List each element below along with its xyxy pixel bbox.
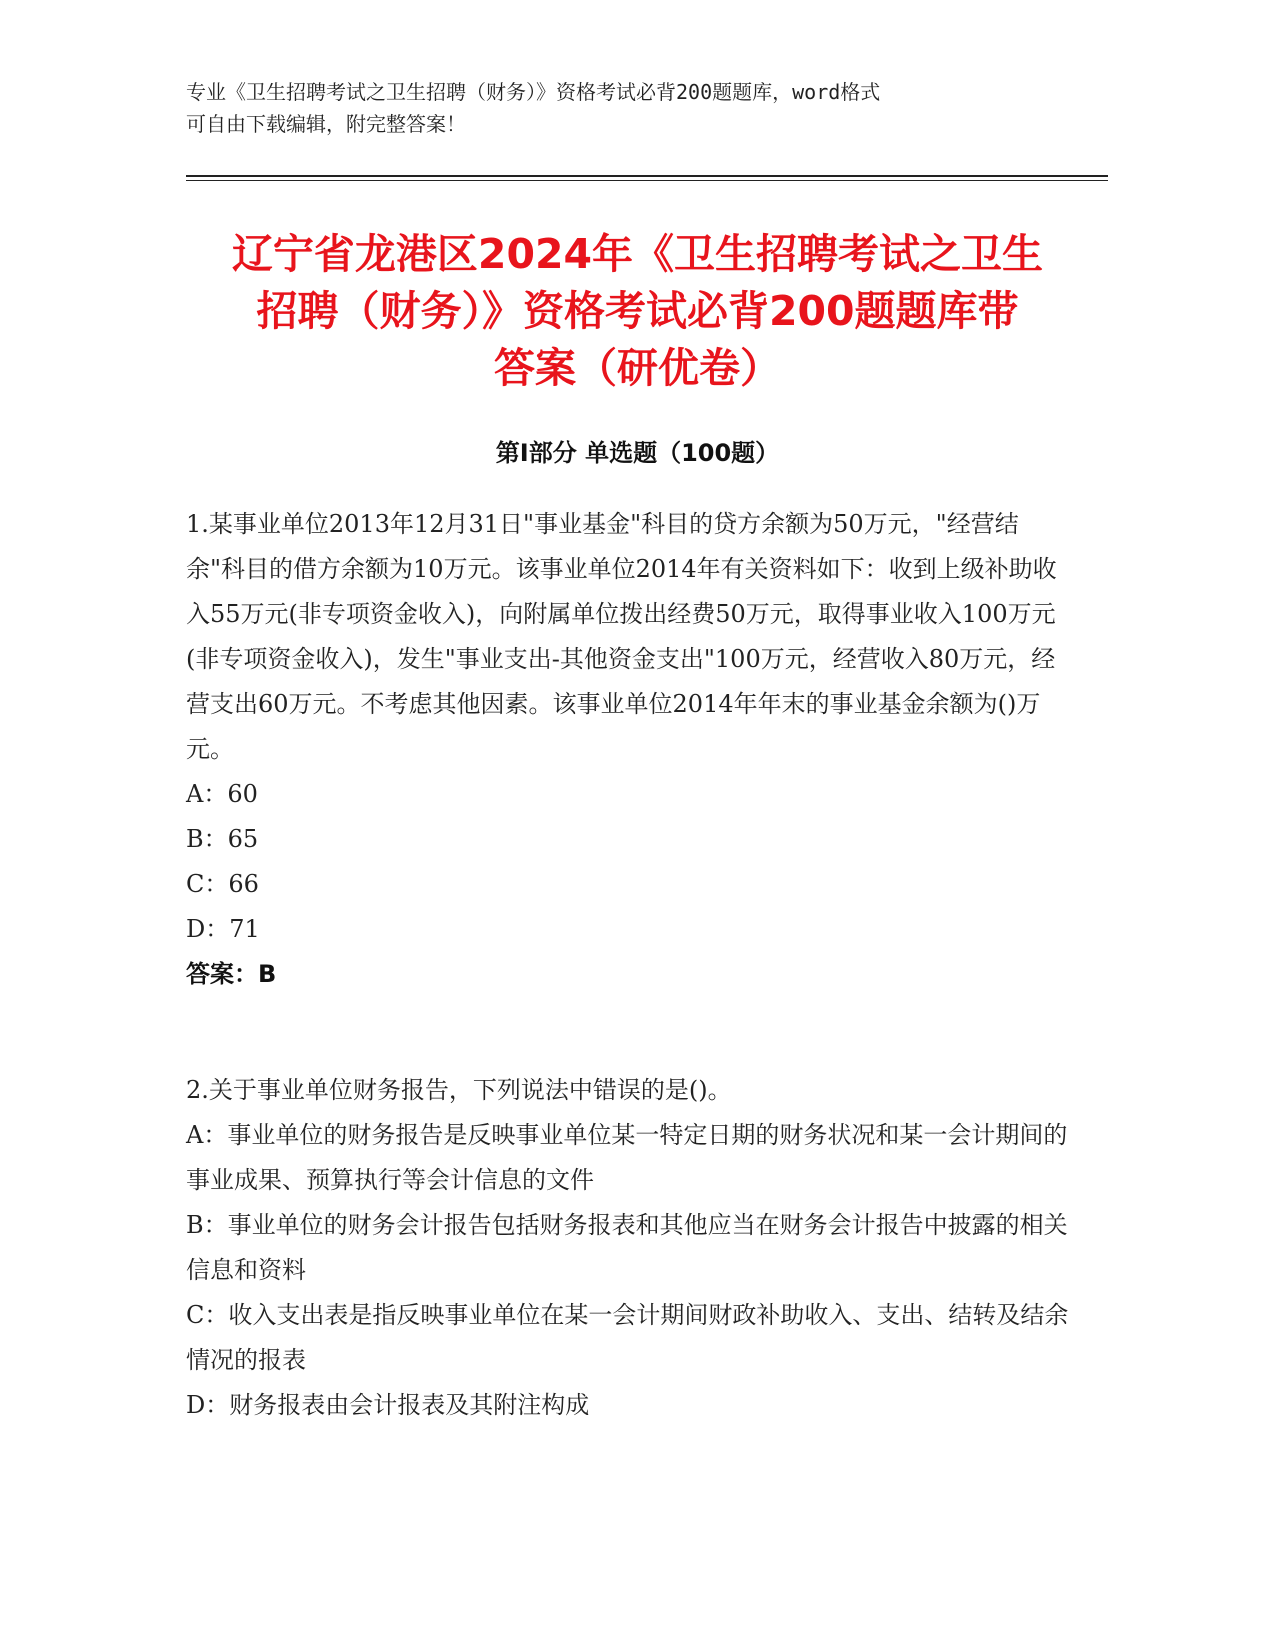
document-title-line-1: 辽宁省龙港区2024年《卫生招聘考试之卫生: [231, 230, 1044, 278]
question-2-option-d: D：财务报表由会计报表及其附注构成: [186, 1391, 590, 1419]
section-title: 第Ⅰ部分 单选题（100题）: [495, 439, 780, 467]
question-2-option-c: C：收入支出表是指反映事业单位在某一会计期间财政补助收入、支出、结转及结余情况的报表: [186, 1301, 1069, 1374]
header-divider-thin: [186, 180, 1108, 181]
question-1-answer: 答案：B: [186, 960, 277, 988]
header-note-line-1: 专业《卫生招聘考试之卫生招聘（财务）》资格考试必背200题题库，word格式: [186, 80, 881, 104]
question-2-stem: 2.关于事业单位财务报告，下列说法中错误的是()。: [186, 1076, 732, 1104]
question-1-stem: 1.某事业单位2013年12月31日"事业基金"科目的贷方余额为50万元，"经营结余"科目的借方余额为10万元。该事业单位2014年有关资料如下：收到上级补助收入55万元(非专项资金收入)，向附属单位拨出经费50万元，取得事业收入100万元(非专项资金收入)，发生"事业支出-其他资金支出"100万元，经营收入80万元，经营支出60万元。不考虑其他因素。该事业单位2014年年末的事业基金余额为()万元。: [186, 510, 1057, 763]
question-1-option-c: C：66: [186, 870, 259, 898]
question-2-option-a: A：事业单位的财务报告是反映事业单位某一特定日期的财务状况和某一会计期间的事业成果、预算执行等会计信息的文件: [186, 1121, 1068, 1194]
question-1-option-a: A：60: [186, 780, 258, 808]
header-divider-thick: [186, 175, 1108, 177]
question-1-option-d: D：71: [186, 915, 260, 943]
header-note: [186, 76, 1086, 140]
question-1-option-b: B：65: [186, 825, 259, 853]
question-2-option-b: B：事业单位的财务会计报告包括财务报表和其他应当在财务会计报告中披露的相关信息和资料: [186, 1211, 1068, 1284]
document-title-line-2: 招聘（财务）》资格考试必背200题题库带: [256, 287, 1019, 335]
document-title-line-3: 答案（研优卷）: [494, 344, 781, 392]
header-note-line-2: 可自由下载编辑，附完整答案！: [186, 112, 466, 136]
document-title: [160, 226, 1115, 397]
question-1: [186, 502, 1076, 997]
question-2: [186, 1068, 1076, 1428]
